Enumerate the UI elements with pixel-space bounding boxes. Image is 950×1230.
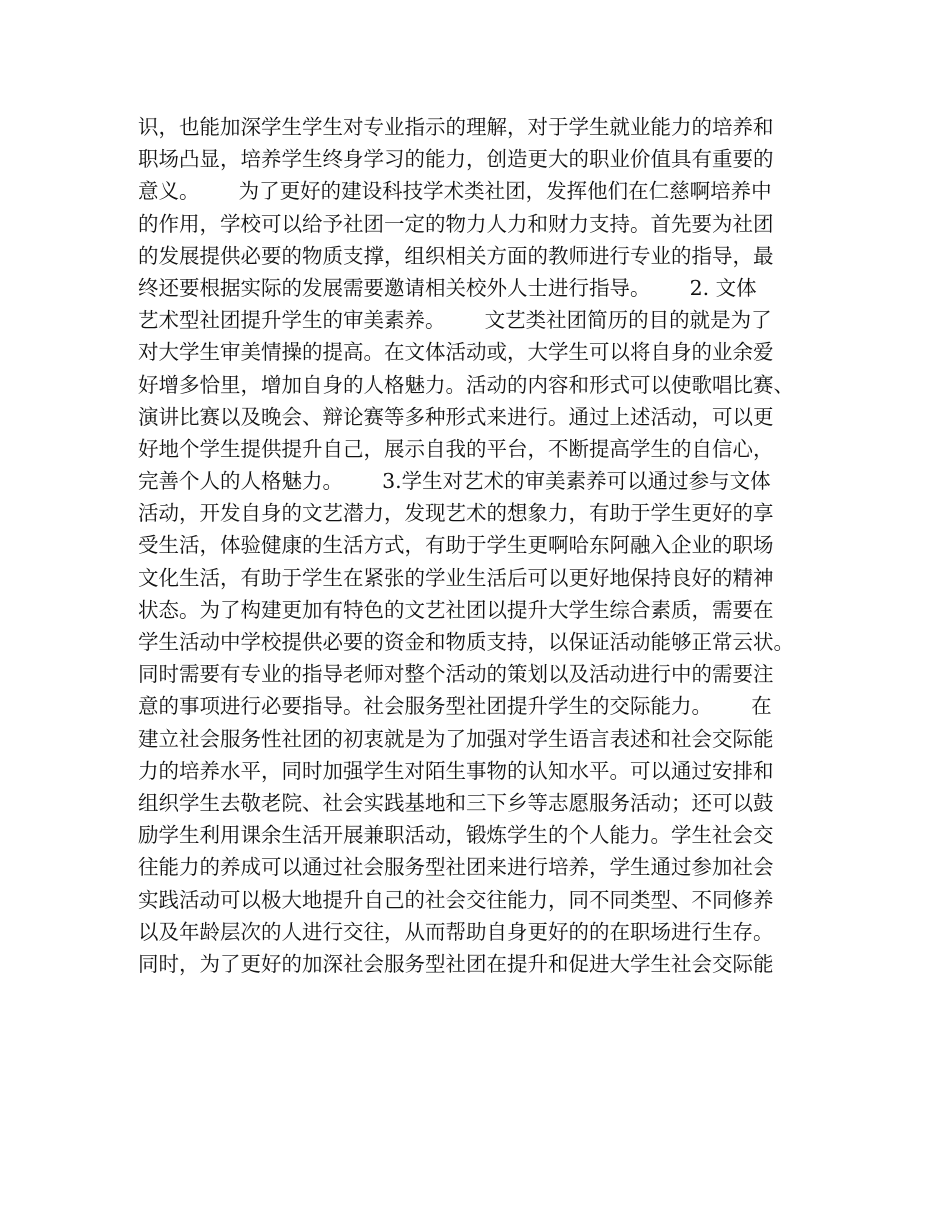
text-line: 终还要根据实际的发展需要邀请相关校外人士进行指导。 2. 文体 — [138, 275, 757, 300]
text-line: 完善个人的人格魅力。 3.学生对艺术的审美素养可以通过参与文体 — [138, 469, 771, 494]
text-line: 文化生活，有助于学生在紧张的学业生活后可以更好地保持良好的精神 — [138, 565, 774, 590]
text-line: 活动，开发自身的文艺潜力，发现艺术的想象力，有助于学生更好的享 — [138, 501, 774, 526]
text-line: 识，也能加深学生学生对专业指示的理解，对于学生就业能力的培养和 — [138, 115, 774, 139]
text-line: 实践活动可以极大地提升自己的社会交往能力，同不同类型、不同修养 — [138, 887, 774, 912]
text-line: 意的事项进行必要指导。社会服务型社团提升学生的交际能力。 在 — [138, 694, 772, 719]
text-line: 职场凸显，培养学生终身学习的能力，创造更大的职业价值具有重要的 — [138, 147, 774, 172]
text-line: 同时，为了更好的加深社会服务型社团在提升和促进大学生社会交际能 — [138, 951, 774, 976]
text-line: 状态。为了构建更加有特色的文艺社团以提升大学生综合素质，需要在 — [138, 597, 774, 622]
text-line: 建立社会服务性社团的初衷就是为了加强对学生语言表述和社会交际能 — [138, 726, 774, 751]
text-line: 学生活动中学校提供必要的资金和物质支持，以保证活动能够正常云状。 — [138, 630, 794, 654]
text-line: 的发展提供必要的物质支撑，组织相关方面的教师进行专业的指导，最 — [138, 243, 774, 268]
text-line: 以及年龄层次的人进行交往，从而帮助自身更好的的在职场进行生存。 — [138, 919, 774, 944]
text-line: 意义。 为了更好的建设科技学术类社团，发挥他们在仁慈啊培养中 — [138, 179, 772, 204]
text-line: 的作用，学校可以给予社团一定的物力人力和财力支持。首先要为社团 — [138, 211, 774, 236]
text-line: 同时需要有专业的指导老师对整个活动的策划以及活动进行中的需要注 — [138, 662, 774, 687]
text-line: 好增多恰里，增加自身的人格魅力。活动的内容和形式可以使歌唱比赛、 — [138, 372, 794, 397]
text-line: 力的培养水平，同时加强学生对陌生事物的认知水平。可以通过安排和 — [138, 758, 774, 783]
text-line: 励学生利用课余生活开展兼职活动，锻炼学生的个人能力。学生社会交 — [138, 823, 774, 848]
body-text — [138, 111, 838, 980]
text-line: 组织学生去敬老院、社会实践基地和三下乡等志愿服务活动；还可以鼓 — [138, 790, 774, 815]
text-line: 好地个学生提供提升自己，展示自我的平台，不断提高学生的自信心， — [138, 436, 774, 461]
text-line: 受生活，体验健康的生活方式，有助于学生更啊哈东阿融入企业的职场 — [138, 533, 774, 558]
text-line: 艺术型社团提升学生的审美素养。 文艺类社团简历的目的就是为了 — [138, 308, 772, 333]
text-line: 对大学生审美情操的提高。在文体活动或，大学生可以将自身的业余爱 — [138, 340, 774, 365]
text-line: 演讲比赛以及晚会、辩论赛等多种形式来进行。通过上述活动，可以更 — [138, 404, 774, 429]
text-line: 往能力的养成可以通过社会服务型社团来进行培养，学生通过参加社会 — [138, 855, 774, 880]
